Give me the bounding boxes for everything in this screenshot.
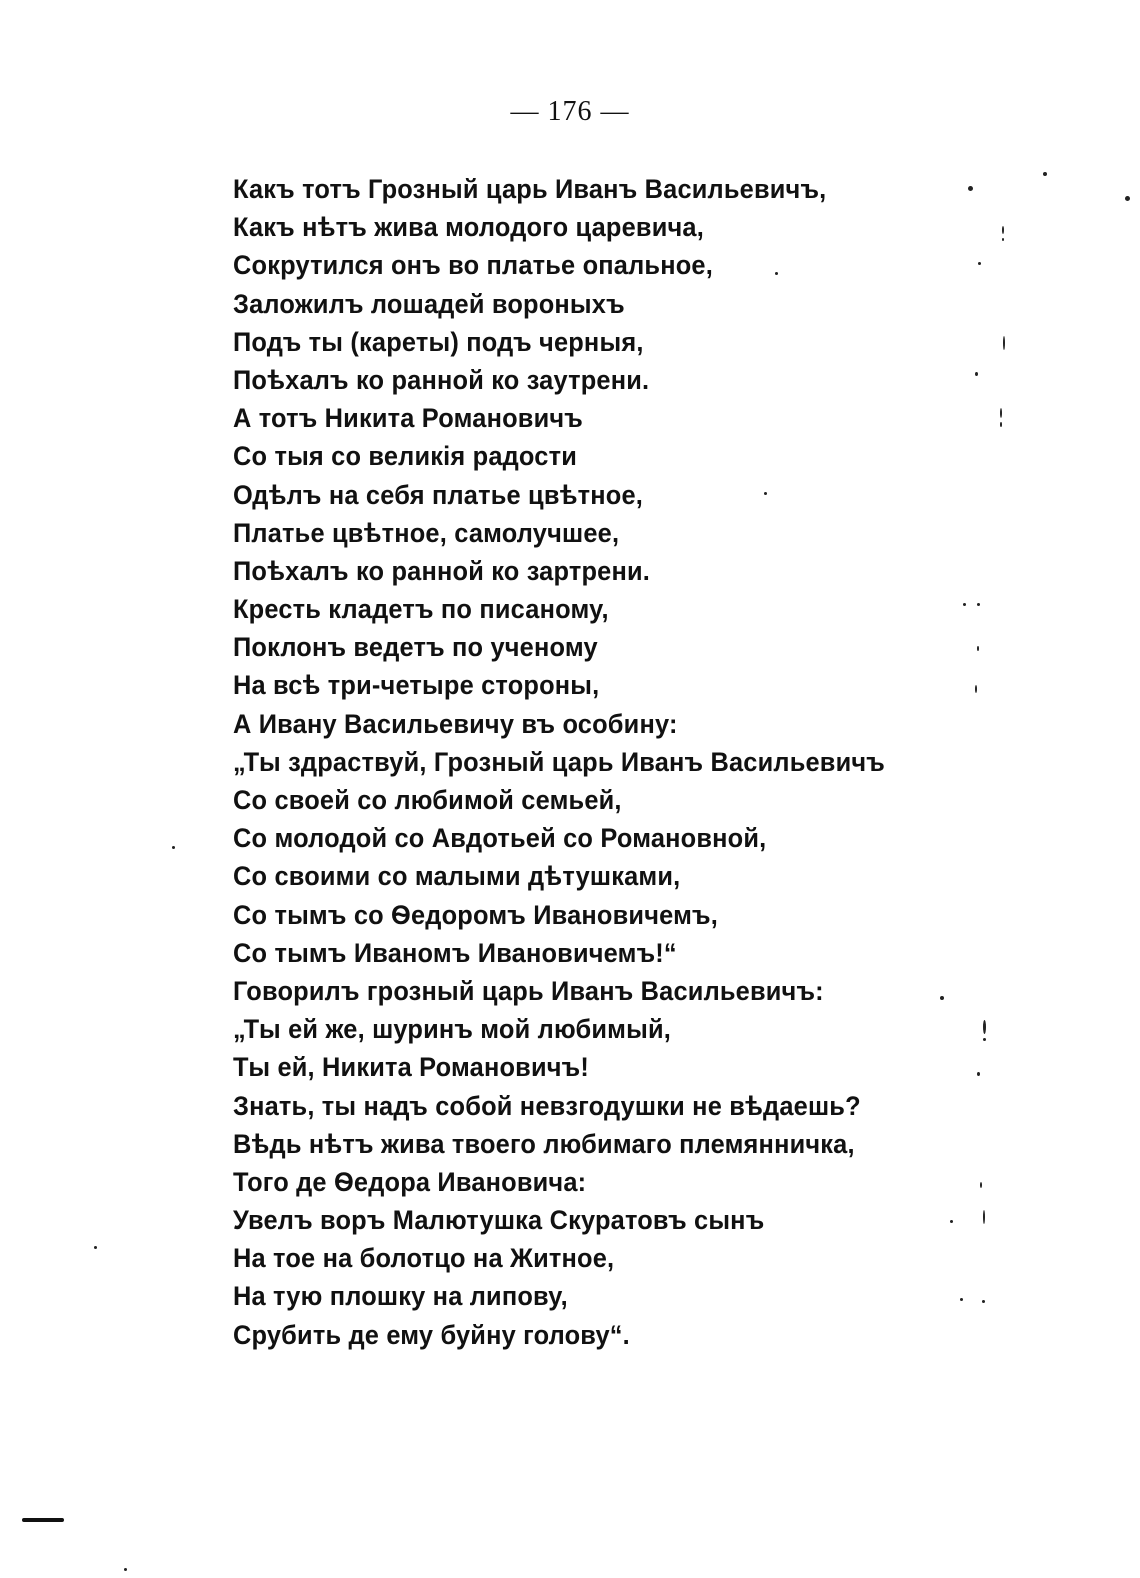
scan-speck [1125,196,1130,201]
verse-line: Со своей со любимой семьей, [233,785,622,815]
verse-line: Со своими со малыми дѣтушками, [233,861,681,892]
scan-speck [980,1182,982,1188]
scan-speck [975,685,977,693]
scan-speck [977,646,979,651]
verse-line: Того де Ѳедора Ивановича: [233,1166,587,1197]
scan-speck [124,1568,127,1571]
scan-speck [963,603,966,606]
verse-block [233,170,927,1354]
scan-speck [983,1020,986,1034]
verse-line: Со молодой со Авдотьей со Романовной, [233,823,767,854]
verse-line: Подъ ты (кареты) подъ черныя, [233,326,644,357]
verse-line: А тотъ Никита Романовичъ [233,403,583,434]
page-number: — 176 — [510,96,630,127]
verse-line: Ты ей, Никита Романовичъ! [233,1052,589,1083]
scan-speck [775,272,778,275]
verse-line: Поѣхалъ ко ранной ко заутрени. [233,364,650,395]
scan-speck [940,996,944,1000]
scan-speck [1043,172,1047,176]
verse-line: Сокрутился онъ во платье опальное, [233,250,713,281]
edge-mark [22,1518,64,1522]
verse-line: Платье цвѣтное, самолучшее, [233,517,620,548]
verse-line: Поклонъ ведетъ по ученому [233,632,598,663]
verse-line: Со тымъ Иваномъ Ивановичемъ!“ [233,937,677,968]
verse-line: На тую плошку на липову, [233,1281,568,1312]
verse-line: Увелъ воръ Малютушка Скуратовъ сынъ [233,1205,765,1236]
verse-line: Какъ тотъ Грозный царь Иванъ Васильевичъ, [233,174,827,204]
verse-line: Срубить де ему буйну голову“. [233,1319,630,1350]
scan-speck [982,1300,985,1303]
verse-line: Кресть кладетъ по писаному, [233,594,609,625]
verse-line: На тое на болотцо на Житное, [233,1243,615,1274]
scan-speck [1002,226,1004,234]
scan-speck [1003,336,1005,350]
verse-line: Со тымъ со Ѳедоромъ Ивановичемъ, [233,899,718,930]
scan-speck [978,262,981,265]
verse-line: Заложилъ лошадей вороныхъ [233,288,625,319]
verse-line: Одѣлъ на себя платье цвѣтное, [233,479,644,510]
verse-line: Знать, ты надъ собой невзгодушки не вѣдаешь? [233,1090,861,1121]
scan-speck [1000,408,1002,418]
scan-speck [1000,422,1002,427]
verse-line: „Ты ей же, шуринъ мой любимый, [233,1014,672,1045]
verse-line: Вѣдь нѣтъ жива твоего любимаго племянничка, [233,1128,855,1159]
scan-speck [172,846,175,849]
verse-line: А Ивану Васильевичу въ особину: [233,708,678,739]
scan-speck [983,1038,986,1041]
scan-speck [94,1246,97,1249]
scan-speck [977,1072,980,1076]
scan-speck [968,186,973,191]
verse-line: Поѣхалъ ко ранной ко зартрени. [233,555,651,586]
scan-speck [950,1220,953,1223]
verse-line: „Ты здраствуй, Грозный царь Иванъ Васильевичъ [233,746,886,777]
verse-line: Говорилъ грозный царь Иванъ Васильевичъ: [233,975,824,1006]
scan-speck [1002,238,1004,241]
scan-speck [764,492,767,495]
scan-speck [983,1210,985,1224]
scan-speck [960,1298,963,1301]
verse-line: Со тыя со великія радости [233,441,577,472]
verse-line: Какъ нѣтъ жива молодого царевича, [233,212,704,243]
scan-speck [977,603,980,606]
verse-line: На всѣ три-четыре стороны, [233,670,600,701]
scan-speck [975,372,978,376]
